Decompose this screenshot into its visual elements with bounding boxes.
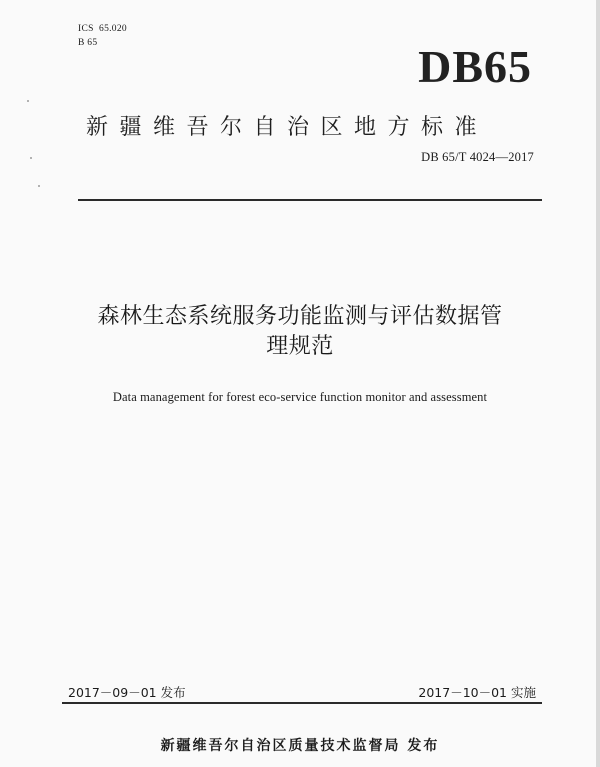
implementation-date: 2017－10－01 实施 [418, 685, 536, 700]
scan-speck [30, 157, 32, 159]
page-edge-shadow [596, 0, 600, 767]
ics-code: ICS 65.020 [78, 24, 127, 34]
document-title-cn [60, 302, 540, 362]
issue-date: 2017－09－01 发布 [68, 685, 186, 700]
scan-speck [38, 185, 40, 187]
title-cn-line-2: 理规范 [266, 334, 334, 359]
document-title-en: Data management for forest eco-service function monitor and assessment [112, 390, 488, 404]
standard-number: DB 65/T 4024—2017 [421, 150, 534, 164]
footer-divider [62, 702, 542, 704]
classification-codes [78, 22, 127, 50]
ccs-code: B 65 [78, 38, 98, 48]
title-cn-line-1: 森林生态系统服务功能监测与评估数据管 [97, 304, 503, 329]
issuing-authority: 新疆维吾尔自治区质量技术监督局 发布 [160, 738, 440, 754]
scan-speck [27, 100, 29, 102]
standard-logo: DB65 [418, 41, 532, 92]
standard-type-heading: 新疆维吾尔自治区地方标准 [86, 115, 489, 140]
header-divider [78, 199, 542, 201]
